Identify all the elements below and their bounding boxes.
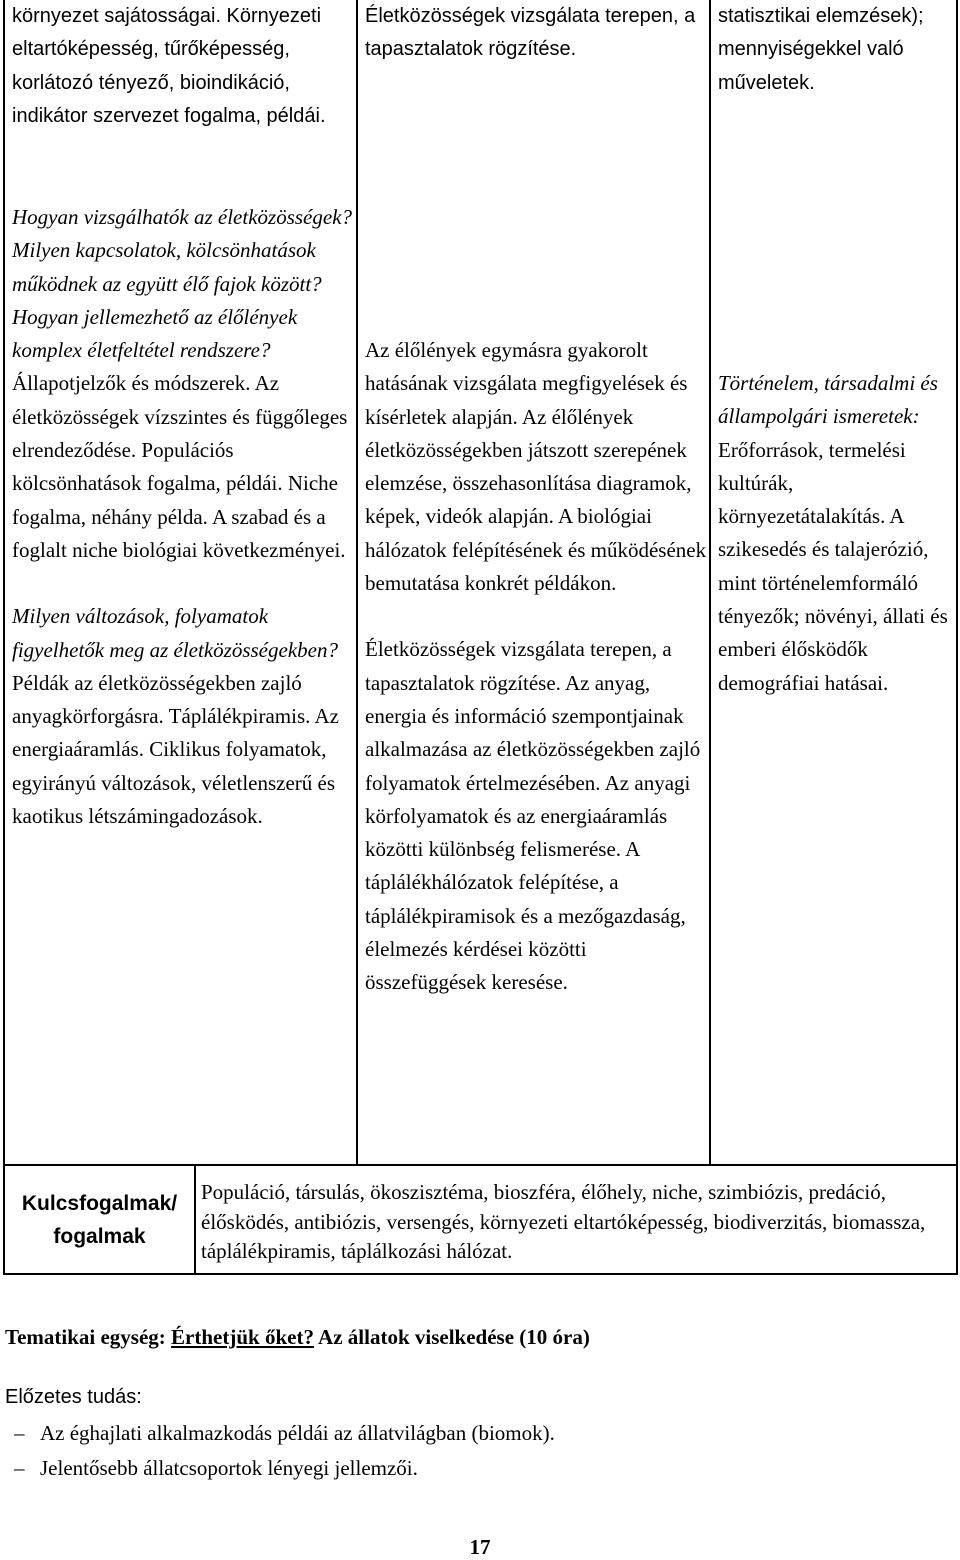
- top-row-activity-cell: [365, 0, 710, 67]
- top-row-connection-cell: [718, 0, 958, 100]
- unit-title-suffix: Az állatok viselkedése (10 óra): [313, 1325, 590, 1349]
- topic-content-cell: [12, 201, 352, 833]
- list-item-text: Az éghajlati alkalmazkodás példái az állatvilágban (biomok).: [40, 1421, 555, 1445]
- unit-title-prefix: Tematikai egység:: [5, 1325, 172, 1349]
- top-row-activity-text: Életközösségek vizsgálata terepen, a tapasztalatok rögzítése.: [365, 5, 696, 61]
- prior-knowledge-heading: Előzetes tudás:: [5, 1386, 142, 1408]
- key-concepts-value: Populáció, társulás, ökoszisztéma, bioszféra, élőhely, niche, szimbiózis, predáció, élősködés, antibiózis, versengés, környezeti eltartóképesség, biodiverzitás, biomassza, táplálékpiramis, táplálkozási hálózat.: [201, 1180, 926, 1263]
- prior-knowledge-list: [14, 1416, 555, 1486]
- list-item: [14, 1416, 555, 1451]
- dash-bullet: –: [14, 1421, 25, 1445]
- list-item-text: Jelentősebb állatcsoportok lényegi jellemzői.: [40, 1456, 418, 1480]
- column-divider: [356, 0, 358, 1164]
- list-item: [14, 1451, 555, 1486]
- top-row-content-text: környezet sajátosságai. Környezeti eltartóképesség, tűrőképesség, korlátozó tényező, bioindikáció, indikátor szervezet fogalma, példái.: [12, 5, 326, 127]
- unit-title: [5, 1325, 590, 1350]
- top-row-connection-text: statisztikai elemzések); mennyiségekkel való műveletek.: [718, 5, 924, 94]
- key-concepts-label-cell: [5, 1166, 196, 1273]
- top-row-content-cell: [12, 0, 352, 133]
- connections-cell: [718, 367, 958, 700]
- activities-cell: [365, 334, 710, 1000]
- topic-content-2: Példák az életközösségekben zajló anyagkörforgásra. Táplálékpiramis. Az energiaáramlás. Ciklikus folyamatok, egyirányú változások, véletlenszerű és kaotikus létszámingadozások.: [12, 670, 339, 829]
- activities-paragraph-2: Életközösségek vizsgálata terepen, a tapasztalatok rögzítése. Az anyag, energia és információ szempontjainak alkalmazása az életközösségekben zajló folyamatok értelmezésében. Az anyagi körfolyamatok és az energiaáramlás közötti különbség felismerése. A táplálékhálózatok felépítése, a táplálékpiramisok és a mezőgazdaság, élelmezés kérdései közötti összefüggések keresése.: [365, 637, 701, 995]
- key-concepts-row: [3, 1164, 958, 1275]
- subject-text: Erőforrások, termelési kultúrák, környezetátalakítás. A szikesedés és talajerózió, mint történelemformáló tényezők; növényi, állati és emberi élősködők demográfiai hatásai.: [718, 437, 948, 695]
- guiding-question-2: Milyen változások, folyamatok figyelhetők meg az életközösségekben?: [12, 604, 338, 662]
- curriculum-table: [3, 0, 958, 1164]
- unit-title-underlined: Érthetjük őket?: [171, 1325, 314, 1349]
- key-concepts-label: Kulcsfogalmak/ fogalmak: [21, 1191, 178, 1248]
- subject-heading: Történelem, társadalmi és állampolgári ismeretek:: [718, 371, 938, 429]
- guiding-question-1: Hogyan vizsgálhatók az életközösségek? Milyen kapcsolatok, kölcsönhatások működnek az együtt élő fajok között? Hogyan jellemezhető az élőlények komplex életfeltétel rendszere?: [12, 205, 353, 363]
- activities-paragraph-1: Az élőlények egymásra gyakorolt hatásának vizsgálata megfigyelések és kísérletek alapján. Az élőlények életközösségekben játszott szerepének elemzése, összehasonlítása diagramok, képek, videók alapján. A biológiai hálózatok felépítésének és működésének bemutatása konkrét példákon.: [365, 338, 707, 596]
- page-number: 17: [469, 1535, 491, 1559]
- topic-content-1: Állapotjelzők és módszerek. Az életközösségek vízszintes és függőleges elrendeződése. Populációs kölcsönhatások fogalma, példái. Niche fogalma, néhány példa. A szabad és a foglalt niche biológiai következményei.: [12, 371, 348, 562]
- dash-bullet: –: [14, 1456, 25, 1480]
